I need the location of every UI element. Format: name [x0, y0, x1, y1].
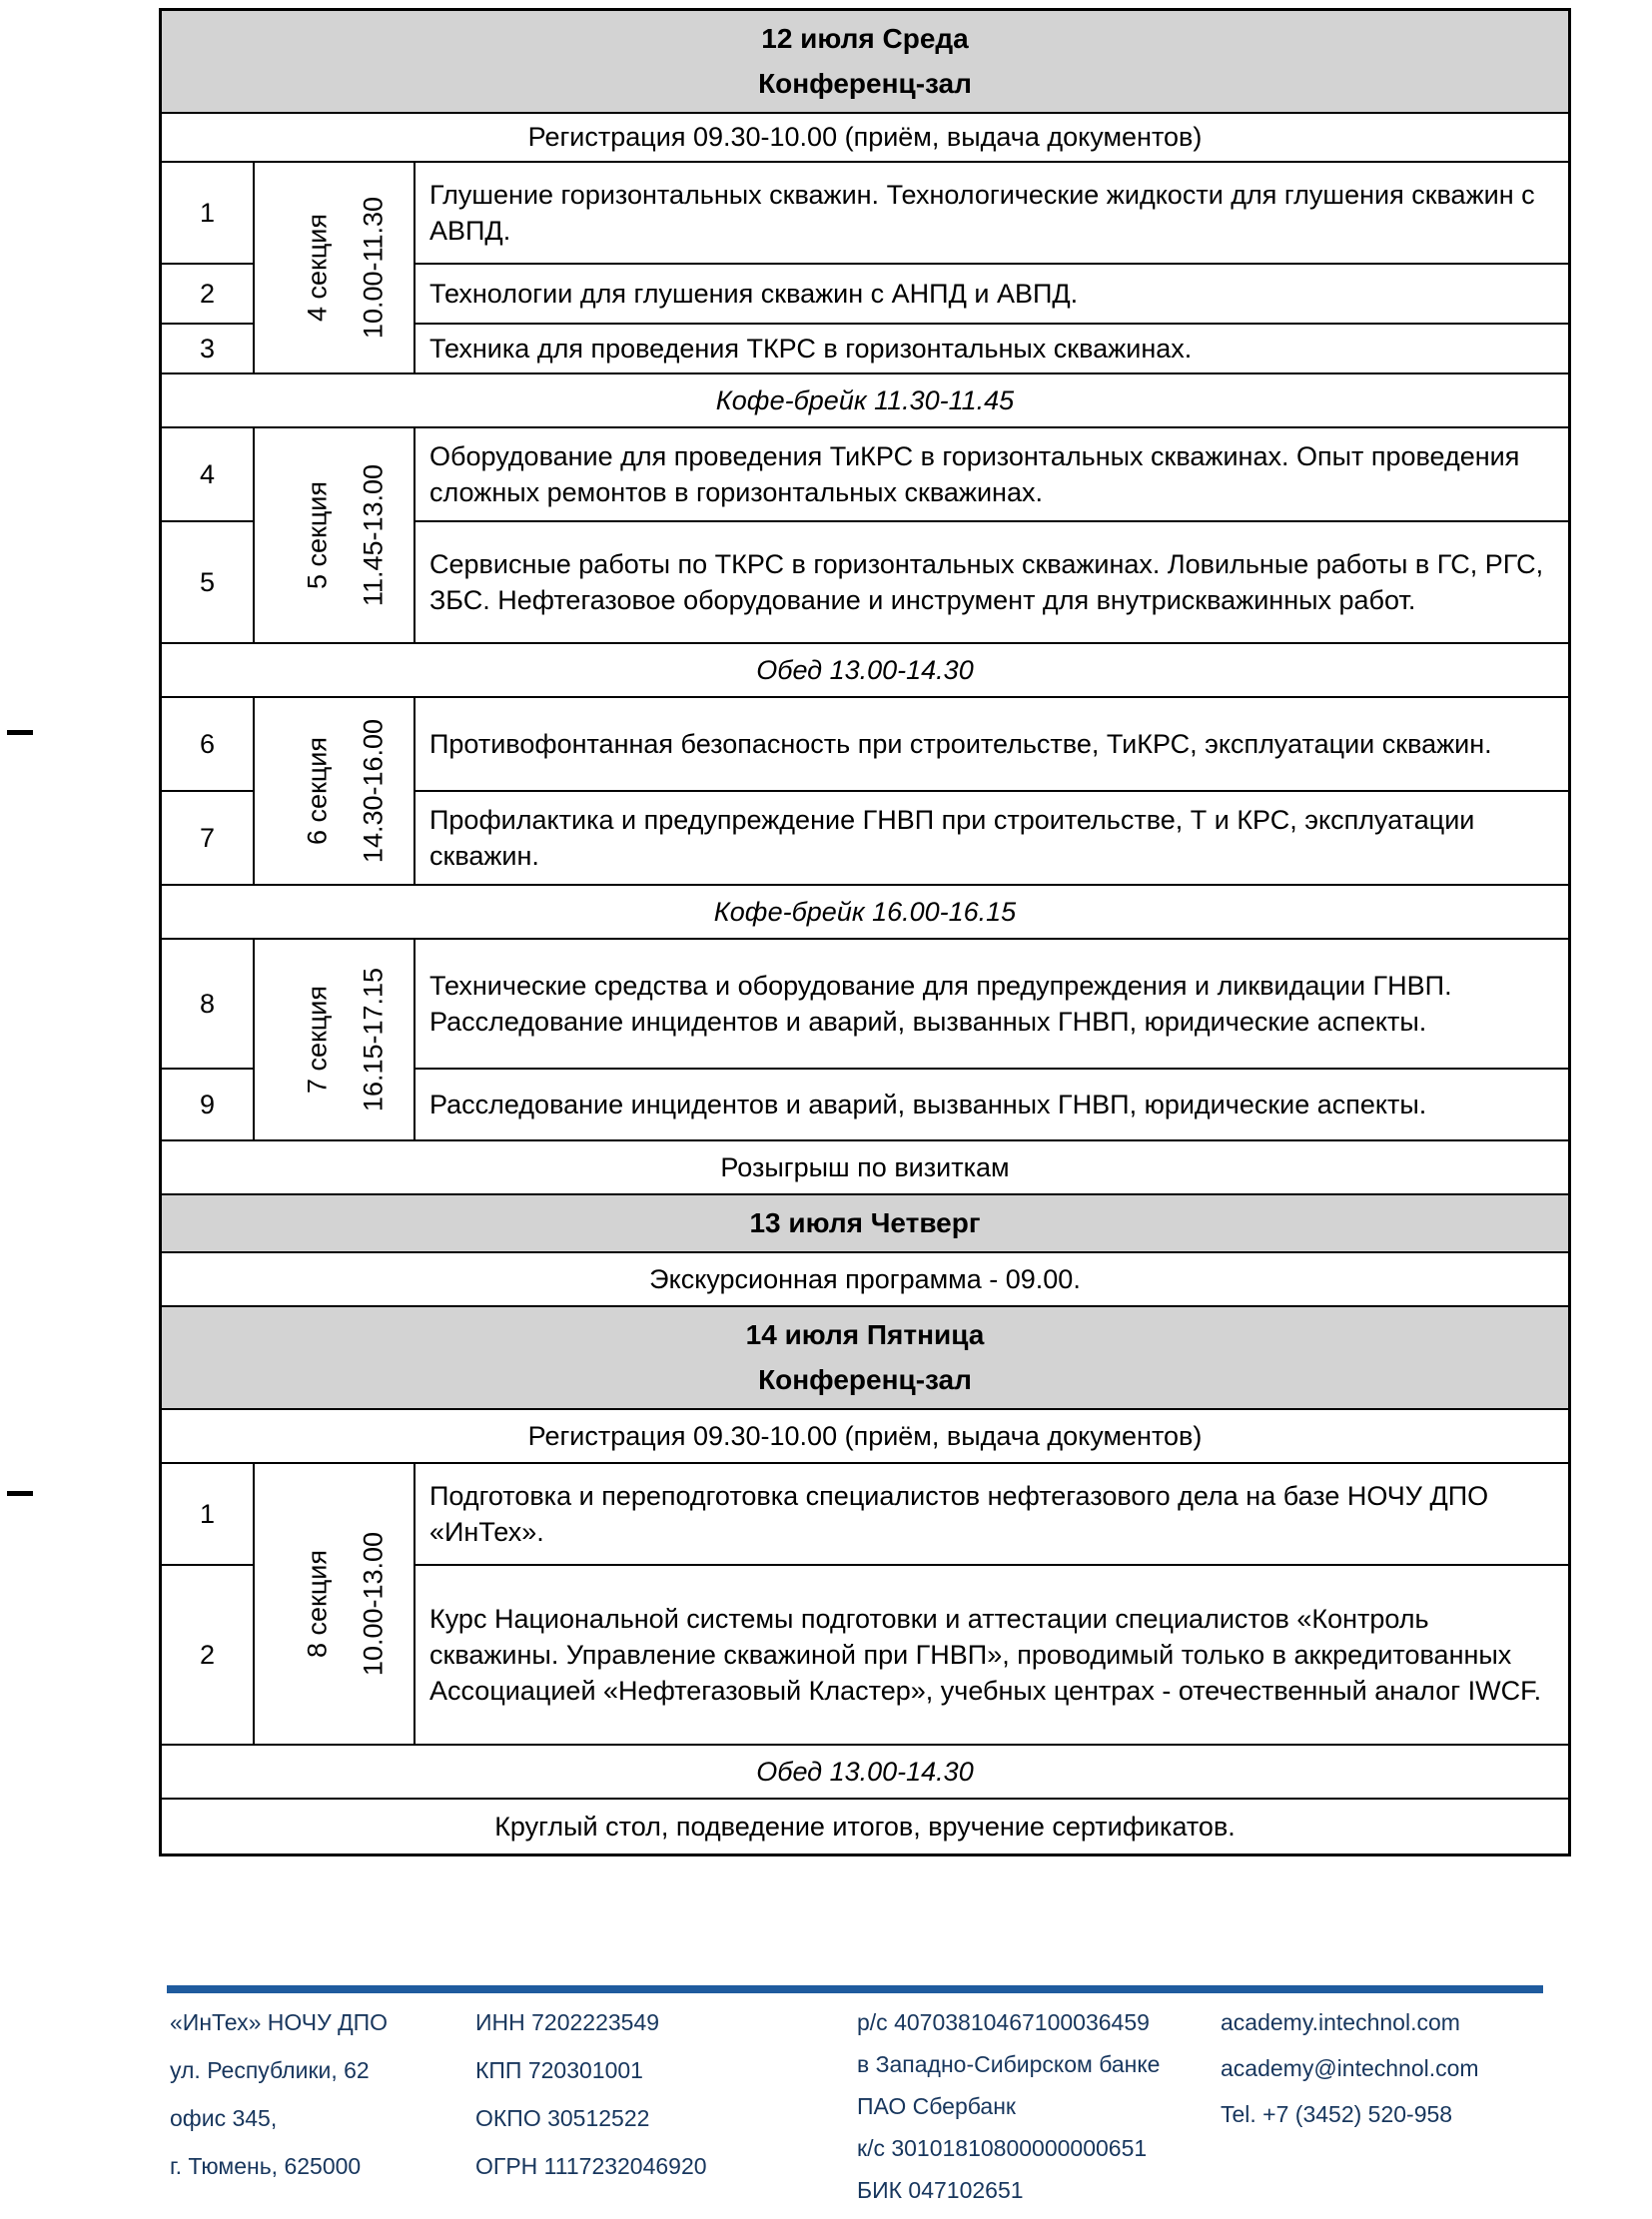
- org-city: г. Тюмень, 625000: [170, 2153, 362, 2179]
- day1-registration-row: [162, 114, 1568, 163]
- topic-text: Сервисные работы по ТКРС в горизонтальных скважинах. Ловильные работы в ГС, РГС, ЗБС. Нефтегазовое оборудование и инструмент для внутрискважинных работ.: [429, 549, 1544, 615]
- section-label: 8 секция: [302, 1549, 333, 1659]
- day3-registration-row: [162, 1410, 1568, 1464]
- day2-header: [162, 1195, 1568, 1253]
- number-column: [162, 428, 255, 642]
- topic-text: Профилактика и предупреждение ГНВП при строительстве, Т и КРС, эксплуатации скважин.: [429, 805, 1475, 871]
- website-link[interactable]: academy.intechnol.com: [1221, 2009, 1460, 2035]
- day1-lunch-row: [162, 644, 1568, 698]
- section-time: 10.00-13.00: [358, 1531, 389, 1677]
- topic-column: [415, 698, 1568, 884]
- topic-column: [415, 163, 1568, 372]
- topic-text: Технические средства и оборудование для предупреждения и ликвидации ГНВП. Расследование инцидентов и аварий, вызванных ГНВП, юридические аспекты.: [429, 971, 1452, 1037]
- section-cell: [255, 698, 415, 884]
- section-time: 11.45-13.00: [358, 463, 389, 607]
- day3-registration-text: Регистрация 09.30-10.00 (приём, выдача документов): [527, 1420, 1203, 1451]
- topic-row: [415, 1464, 1568, 1566]
- section-time: 16.15-17.15: [358, 967, 389, 1112]
- day1-header: [162, 11, 1568, 114]
- section-cell: [255, 428, 415, 642]
- phone-number: Tel. +7 (3452) 520-958: [1221, 2101, 1453, 2127]
- section-label: 7 секция: [302, 985, 333, 1095]
- row-number: 8: [162, 940, 253, 1070]
- row-number: 1: [162, 1464, 253, 1566]
- day3-venue: Конференц-зал: [758, 1363, 972, 1395]
- row-number: 3: [199, 333, 216, 364]
- number-column: [162, 698, 255, 884]
- section-label: 5 секция: [302, 480, 333, 590]
- org-street: ул. Республики, 62: [170, 2057, 370, 2083]
- topic-text: Технологии для глушения скважин с АНПД и АВПД.: [429, 279, 1079, 309]
- day1-block-section7: [162, 940, 1568, 1141]
- footer-address-column: [170, 2009, 388, 2201]
- number-column: [162, 1464, 255, 1744]
- org-name: «ИнТех» НОЧУ ДПО: [170, 2009, 389, 2035]
- ogrn: ОГРН 1117232046920: [475, 2153, 707, 2179]
- day3-closing-row: [162, 1800, 1568, 1853]
- topic-text: Техника для проведения ТКРС в горизонтальных скважинах.: [429, 334, 1193, 364]
- topic-row: [415, 522, 1568, 642]
- correspondent-account: к/с 30101810800000000651: [857, 2135, 1148, 2161]
- day3-block-section8: [162, 1464, 1568, 1746]
- row-number: 7: [199, 822, 216, 853]
- okpo: ОКПО 30512522: [475, 2105, 650, 2131]
- day1-block-section5: [162, 428, 1568, 644]
- margin-dash-2: [7, 1491, 33, 1496]
- coffee-break-text: Кофе-брейк 16.00-16.15: [713, 896, 1017, 927]
- day2-date-title: 13 июля Четверг: [749, 1207, 981, 1238]
- topic-row: [415, 1566, 1568, 1744]
- day1-block-section6: [162, 698, 1568, 886]
- topic-row: [415, 792, 1568, 884]
- topic-column: [415, 428, 1568, 642]
- bank-branch: в Западно-Сибирском банке: [857, 2051, 1161, 2077]
- coffee-break-text: Кофе-брейк 11.30-11.45: [715, 384, 1015, 415]
- day3-lunch-row: [162, 1746, 1568, 1800]
- topic-column: [415, 1464, 1568, 1744]
- bank-name: ПАО Сбербанк: [857, 2093, 1016, 2119]
- topic-row: [415, 265, 1568, 325]
- inn: ИНН 7202223549: [475, 2009, 660, 2035]
- row-number: 4: [162, 428, 253, 522]
- program-table: [159, 8, 1571, 1856]
- lunch-text: Обед 13.00-14.30: [756, 1756, 974, 1787]
- topic-text: Противофонтанная безопасность при строительстве, ТиКРС, эксплуатации скважин.: [429, 729, 1492, 759]
- row-number: 1: [162, 163, 253, 265]
- topic-row: [415, 428, 1568, 522]
- topic-text: Курс Национальной системы подготовки и аттестации специалистов «Контроль скважины. Управление скважиной при ГНВП», проводимый только в аккредитованных Ассоциацией «Нефтегазовый Кластер», учебных центрах - отечественный аналог IWCF.: [429, 1604, 1542, 1706]
- day3-header: [162, 1307, 1568, 1410]
- footer-divider-rule: [167, 1985, 1543, 1993]
- row-number: 9: [199, 1089, 216, 1119]
- email-link[interactable]: academy@intechnol.com: [1221, 2055, 1479, 2081]
- footer-contacts-column: [1221, 2009, 1479, 2147]
- section-label: 6 секция: [302, 736, 333, 846]
- section-cell: [255, 1464, 415, 1744]
- topic-column: [415, 940, 1568, 1139]
- topic-row: [415, 325, 1568, 372]
- number-column: [162, 163, 255, 372]
- topic-text: Подготовка и переподготовка специалистов нефтегазового дела на базе НОЧУ ДПО «ИнТех».: [429, 1481, 1489, 1547]
- section-cell: [255, 940, 415, 1139]
- raffle-text: Розыгрыш по визиткам: [720, 1151, 1010, 1182]
- row-number: 6: [162, 698, 253, 792]
- section-time: 14.30-16.00: [358, 718, 389, 864]
- day1-venue: Конференц-зал: [758, 67, 972, 99]
- day1-coffee-break-1-row: [162, 374, 1568, 428]
- day2-program-row: [162, 1253, 1568, 1307]
- kpp: КПП 720301001: [475, 2057, 643, 2083]
- topic-text: Расследование инцидентов и аварий, вызванных ГНВП, юридические аспекты.: [429, 1090, 1427, 1119]
- bik: БИК 047102651: [857, 2177, 1024, 2203]
- excursion-text: Экскурсионная программа - 09.00.: [649, 1263, 1081, 1294]
- topic-row: [415, 940, 1568, 1070]
- section-time: 10.00-11.30: [358, 196, 389, 340]
- margin-dash-1: [7, 730, 33, 735]
- topic-row: [415, 163, 1568, 265]
- lunch-text: Обед 13.00-14.30: [756, 654, 974, 685]
- row-number: 5: [199, 566, 216, 597]
- closing-text: Круглый стол, подведение итогов, вручение сертификатов.: [494, 1811, 1236, 1842]
- settlement-account: р/с 40703810467100036459: [857, 2009, 1150, 2035]
- day1-coffee-break-2-row: [162, 886, 1568, 940]
- section-label: 4 секция: [302, 213, 333, 323]
- day1-date-title: 12 июля Среда: [761, 23, 969, 55]
- topic-row: [415, 698, 1568, 792]
- footer-legal-column: [475, 2009, 707, 2201]
- footer-bank-column: [857, 2009, 1160, 2219]
- day1-block-section4: [162, 163, 1568, 374]
- day1-registration-text: Регистрация 09.30-10.00 (приём, выдача документов): [527, 122, 1203, 152]
- row-number: 2: [199, 1639, 216, 1670]
- topic-text: Глушение горизонтальных скважин. Технологические жидкости для глушения скважин с АВПД.: [429, 180, 1535, 246]
- day3-date-title: 14 июля Пятница: [745, 1319, 985, 1351]
- topic-row: [415, 1070, 1568, 1139]
- number-column: [162, 940, 255, 1139]
- row-number: 2: [162, 265, 253, 325]
- section-cell: [255, 163, 415, 372]
- org-office: офис 345,: [170, 2105, 278, 2131]
- day1-raffle-row: [162, 1141, 1568, 1195]
- topic-text: Оборудование для проведения ТиКРС в горизонтальных скважинах. Опыт проведения сложных ремонтов в горизонтальных скважинах.: [429, 441, 1520, 507]
